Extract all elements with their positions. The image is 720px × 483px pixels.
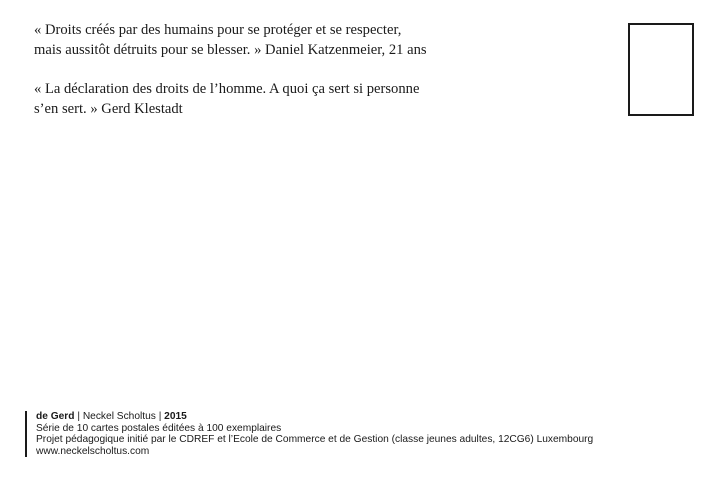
author-name: de Gerd	[36, 411, 75, 422]
quote-line: mais aussitôt détruits pour se blesser. » Daniel Katzenmeier, 21 ans	[34, 42, 427, 58]
quotes-section	[34, 20, 594, 138]
website-text: www.neckelscholtus.com	[36, 445, 150, 457]
stamp-box	[628, 23, 694, 116]
separator: |	[155, 411, 165, 422]
publisher-name: Neckel Scholtus	[82, 411, 156, 422]
quote-line: « Droits créés par des humains pour se protéger et se respecter,	[34, 22, 402, 38]
quote-line: s’en sert. » Gerd Klestadt	[34, 101, 183, 117]
quote-katzenmeier	[34, 20, 594, 60]
separator: |	[74, 411, 83, 422]
credits-line	[36, 411, 593, 423]
year: 2015	[164, 411, 187, 422]
quote-klestadt	[34, 79, 594, 119]
series-info: Série de 10 cartes postales éditées à 100 exemplaires	[36, 422, 282, 434]
project-info: Projet pédagogique initié par le CDREF et l’Ecole de Commerce et de Gestion (classe jeunes adultes, 12CG6) Luxembourg	[36, 434, 594, 445]
credits-footer	[25, 411, 593, 457]
quote-line: « La déclaration des droits de l’homme. A quoi ça sert si personne	[34, 81, 420, 97]
